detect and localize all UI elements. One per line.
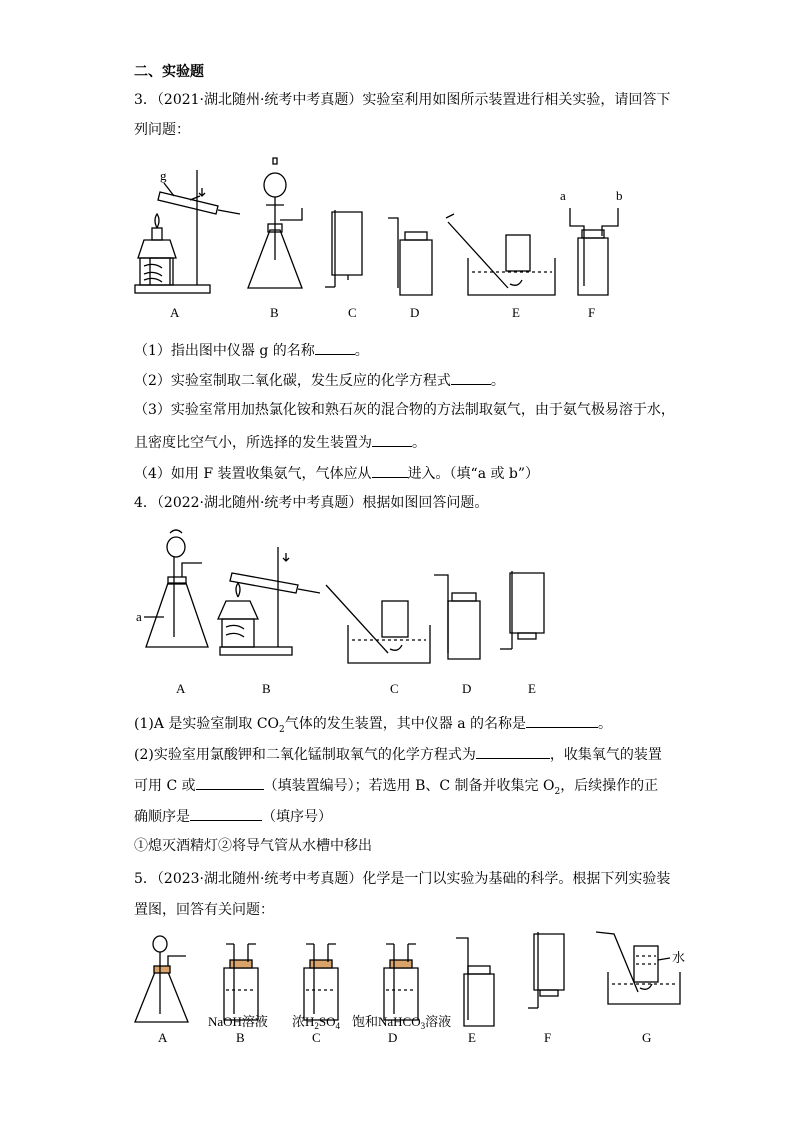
q5-fig-label-d: D [388,1030,398,1045]
q5-apparatus-f [528,932,564,1008]
q4-apparatus-b [218,547,320,655]
q3-label-g: g [160,168,167,183]
q5-fig-label-b: B [236,1030,245,1045]
q3-fig-label-d: D [410,305,420,320]
q3-sub2: （2）实验室制取二氧化碳，发生反应的化学方程式 。 [134,370,505,390]
q5-reagent-b: NaOH溶液 [208,1014,268,1029]
q5-reagent-c: 浓$H_2SO_4$ [292,1014,341,1031]
q4-apparatus-c [326,585,430,663]
q4-sub2-line2: 可用 C 或 （填装置编号）；若选用 B、C 制备并收集完 $O_2$，后续操作的正 [134,775,658,801]
q4-sub2-line1: (2)实验室用氯酸钾和二氧化锰制取氧气的化学方程式为 ，收集氧气的装置 [134,744,662,764]
q5-stem-line1: 5．（2023·湖北随州·统考中考真题）化学是一门以实验为基础的科学。根据下列实验装 [134,871,671,887]
q3-apparatus-figure [130,150,640,325]
q3-sub1: （1）指出图中仪器 g 的名称 。 [134,340,369,360]
q3-stem-line1: 3．（2021·湖北随州·统考中考真题）实验室利用如图所示装置进行相关实验，请回答下 [134,92,671,108]
q3-apparatus-e [446,214,555,295]
q3-apparatus-c [325,210,362,287]
q4-label-a: a [136,609,142,624]
section-title: 二、实验题 [134,64,204,80]
q5-fig-label-e: E [468,1030,476,1045]
q5-label-water: 水 [672,950,686,965]
q3-apparatus-a [135,170,240,293]
q5-apparatus-a [135,936,188,1022]
q3-fig-label-f: F [588,305,596,320]
q5-apparatus-c [304,944,338,1020]
q3-sub3-line2: 且密度比空气小，所选择的发生装置为 。 [134,432,426,452]
q4-sub2-line3: 确顺序是 （填序号） [134,806,332,826]
q3-fig-label-b: B [270,305,279,320]
q4-options: ①熄灭酒精灯②将导气管从水槽中移出 [134,838,372,854]
q5-apparatus-figure [130,928,690,1053]
q5-apparatus-g [596,932,680,1004]
q4-fig-label-e: E [528,681,536,696]
q3-sub3-line1: （3）实验室常用加热氯化铵和熟石灰的混合物的方法制取氨气，由于氨气极易溶于水， [134,402,675,418]
q5-stem-line2: 置图，回答有关问题： [134,902,274,918]
q3-apparatus-d [388,218,432,295]
q3-fig-label-c: C [348,305,357,320]
q3-sub4: （4）如用 F 装置收集氨气，气体应从 进入。（填“a 或 b”） [134,463,539,483]
q3-stem-line2: 列问题： [134,122,190,138]
q5-apparatus-d [384,944,418,1020]
q3-label-b: b [616,188,623,203]
q4-sub1: (1)A 是实验室制取 $CO_2$气体的发生装置，其中仪器 a 的名称是 。 [134,713,612,739]
q5-fig-label-g: G [642,1030,652,1045]
q4-stem: 4．（2022·湖北随州·统考中考真题）根据如图回答问题。 [134,495,489,511]
q5-apparatus-b [224,944,258,1020]
q3-label-a: a [560,188,566,203]
q4-fig-label-d: D [462,681,472,696]
q4-fig-label-b: B [262,681,271,696]
q5-fig-label-a: A [158,1030,168,1045]
q4-apparatus-d [434,575,480,659]
q5-fig-label-c: C [312,1030,321,1045]
q4-fig-label-a: A [176,681,186,696]
q5-reagent-d: 饱和NaHCO$_3$溶液 [352,1014,452,1031]
q4-apparatus-figure [130,525,560,700]
q5-apparatus-e [456,938,494,1026]
q4-apparatus-e [500,571,544,649]
q5-fig-label-f: F [544,1030,552,1045]
q3-apparatus-f [570,208,618,295]
q3-apparatus-b [248,158,302,288]
q3-fig-label-a: A [170,305,180,320]
q4-apparatus-a [146,530,208,647]
q4-fig-label-c: C [390,681,399,696]
q3-fig-label-e: E [512,305,520,320]
